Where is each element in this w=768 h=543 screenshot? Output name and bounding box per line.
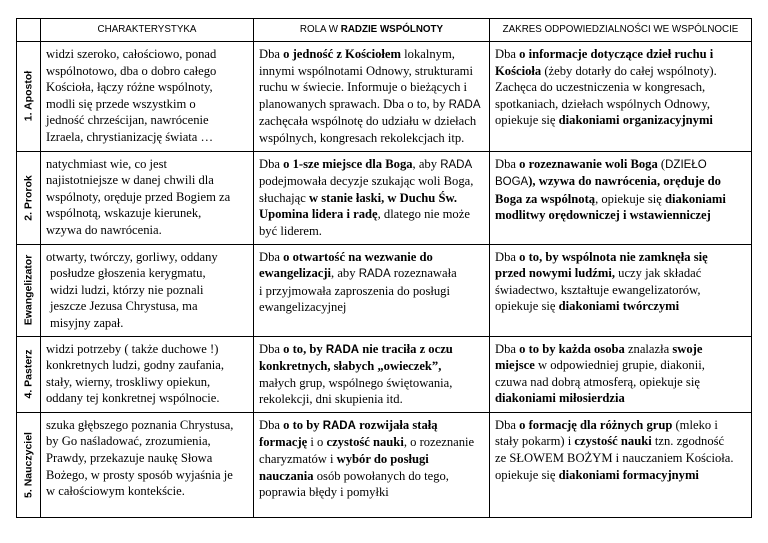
row-label-nauczyciel: 5. Nauczyciel: [17, 412, 41, 517]
row-prorok: [17, 151, 752, 244]
zakres-apostol: Dba o informacje dotyczące dzieł ruchu i Kościoła (żeby dotarły do całej wspólnoty). Zachęca do uczestniczenia w kongresach, spotkaniach, dziełach wspólnych Odnowy, opiekuje się diakoniami organizacyjnymi: [490, 42, 752, 152]
charakterystyka-prorok: natychmiast wie, co jest najistotniejsze w danej chwili dla wspólnoty, oręduje przed Bogiem za wspólnotą, wskazuje kierunek, wzywa do nawrócenia.: [41, 151, 254, 244]
rola-ewangelizator: Dba o otwartość na wezwanie do ewangelizacji, aby RADA rozeznawała i przyjmowała zaproszenia do posługi ewangelizacyjnej: [254, 244, 490, 336]
charakterystyka-pasterz: widzi potrzeby ( także duchowe !) konkretnych ludzi, godny zaufania, stały, wierny, troskliwy opiekun, oddany tej konkretnej wspólnocie.: [41, 336, 254, 412]
row-pasterz: [17, 336, 752, 412]
rola-nauczyciel: Dba o to by RADA rozwijała stałą formację i o czystość nauki, o rozeznanie charyzmatów i wybór do posługi nauczania osób powołanych do tego, poprawia błędy i pomyłki: [254, 412, 490, 517]
zakres-prorok: Dba o rozeznawanie woli Boga (DZIEŁO BOGA), wzywa do nawrócenia, oręduje do Boga za wspólnotą, opiekuje się diakoniami modlitwy orędowniczej i wstawienniczej: [490, 151, 752, 244]
row-label-ewangelizator: Ewangelizator: [17, 244, 41, 336]
header-charakterystyka: CHARAKTERYSTYKA: [41, 19, 254, 42]
charakterystyka-nauczyciel: szuka głębszego poznania Chrystusa, by Go naśladować, zrozumienia, Prawdy, przekazuje naukę Słowa Bożego, w prosty sposób wyjaśnia je w całościowym kontekście.: [41, 412, 254, 517]
rola-pasterz: Dba o to, by RADA nie traciła z oczu konkretnych, słabych „owieczek”, małych grup, wspólnego świętowania, rekolekcji, dni skupienia itd.: [254, 336, 490, 412]
row-label-apostol: 1. Apostoł: [17, 42, 41, 152]
row-ewangelizator: [17, 244, 752, 336]
corner-cell: [17, 19, 41, 42]
charakterystyka-ewangelizator: otwarty, twórczy, gorliwy, oddany posłudze głoszenia kerygmatu, widzi ludzi, którzy nie poznali jeszcze Jezusa Chrystusa, ma misyjny zapał.: [41, 244, 254, 336]
header-rola: ROLA W RADZIE WSPÓLNOTY: [254, 19, 490, 42]
rola-apostol: Dba o jedność z Kościołem lokalnym, innymi wspólnotami Odnowy, strukturami ruchu w świecie. Informuje o bieżących i planowanych sprawach. Dba o to, by RADA zachęcała wspólnotę do udziału w dziełach wspólnych, kongresach rekolekcjach itp.: [254, 42, 490, 152]
zakres-ewangelizator: Dba o to, by wspólnota nie zamknęła się przed nowymi ludźmi, uczy jak składać świadectwo, kształtuje ewangelizatorów, opiekuje się diakoniami twórczymi: [490, 244, 752, 336]
row-apostol: [17, 42, 752, 152]
charakterystyka-apostol: widzi szeroko, całościowo, ponad wspólnotowo, dba o dobro całego Kościoła, łączy różne wspólnoty, modli się przede wszystkim o jedność chrześcijan, nawrócenie Izraela, chrystianizację świata …: [41, 42, 254, 152]
header-zakres: ZAKRES ODPOWIEDZIALNOŚCI WE WSPÓLNOCIE: [490, 19, 752, 42]
roles-table: [16, 18, 752, 518]
header-row: [17, 19, 752, 42]
zakres-pasterz: Dba o to by każda osoba znalazła swoje miejsce w odpowiedniej grupie, diakonii, czuwa nad dobrą atmosferą, opiekuje się diakoniami miłosierdzia: [490, 336, 752, 412]
row-label-pasterz: 4. Pasterz: [17, 336, 41, 412]
row-label-prorok: 2. Prorok: [17, 151, 41, 244]
row-nauczyciel: [17, 412, 752, 517]
zakres-nauczyciel: Dba o formację dla różnych grup (mleko i stały pokarm) i czystość nauki tzn. zgodność ze SŁOWEM BOŻYM i nauczaniem Kościoła. opiekuje się diakoniami formacyjnymi: [490, 412, 752, 517]
rola-prorok: Dba o 1-sze miejsce dla Boga, aby RADA podejmowała decyzje szukając woli Boga, słuchając w stanie łaski, w Duchu Św. Upomina lidera i radę, dlatego nie może być liderem.: [254, 151, 490, 244]
